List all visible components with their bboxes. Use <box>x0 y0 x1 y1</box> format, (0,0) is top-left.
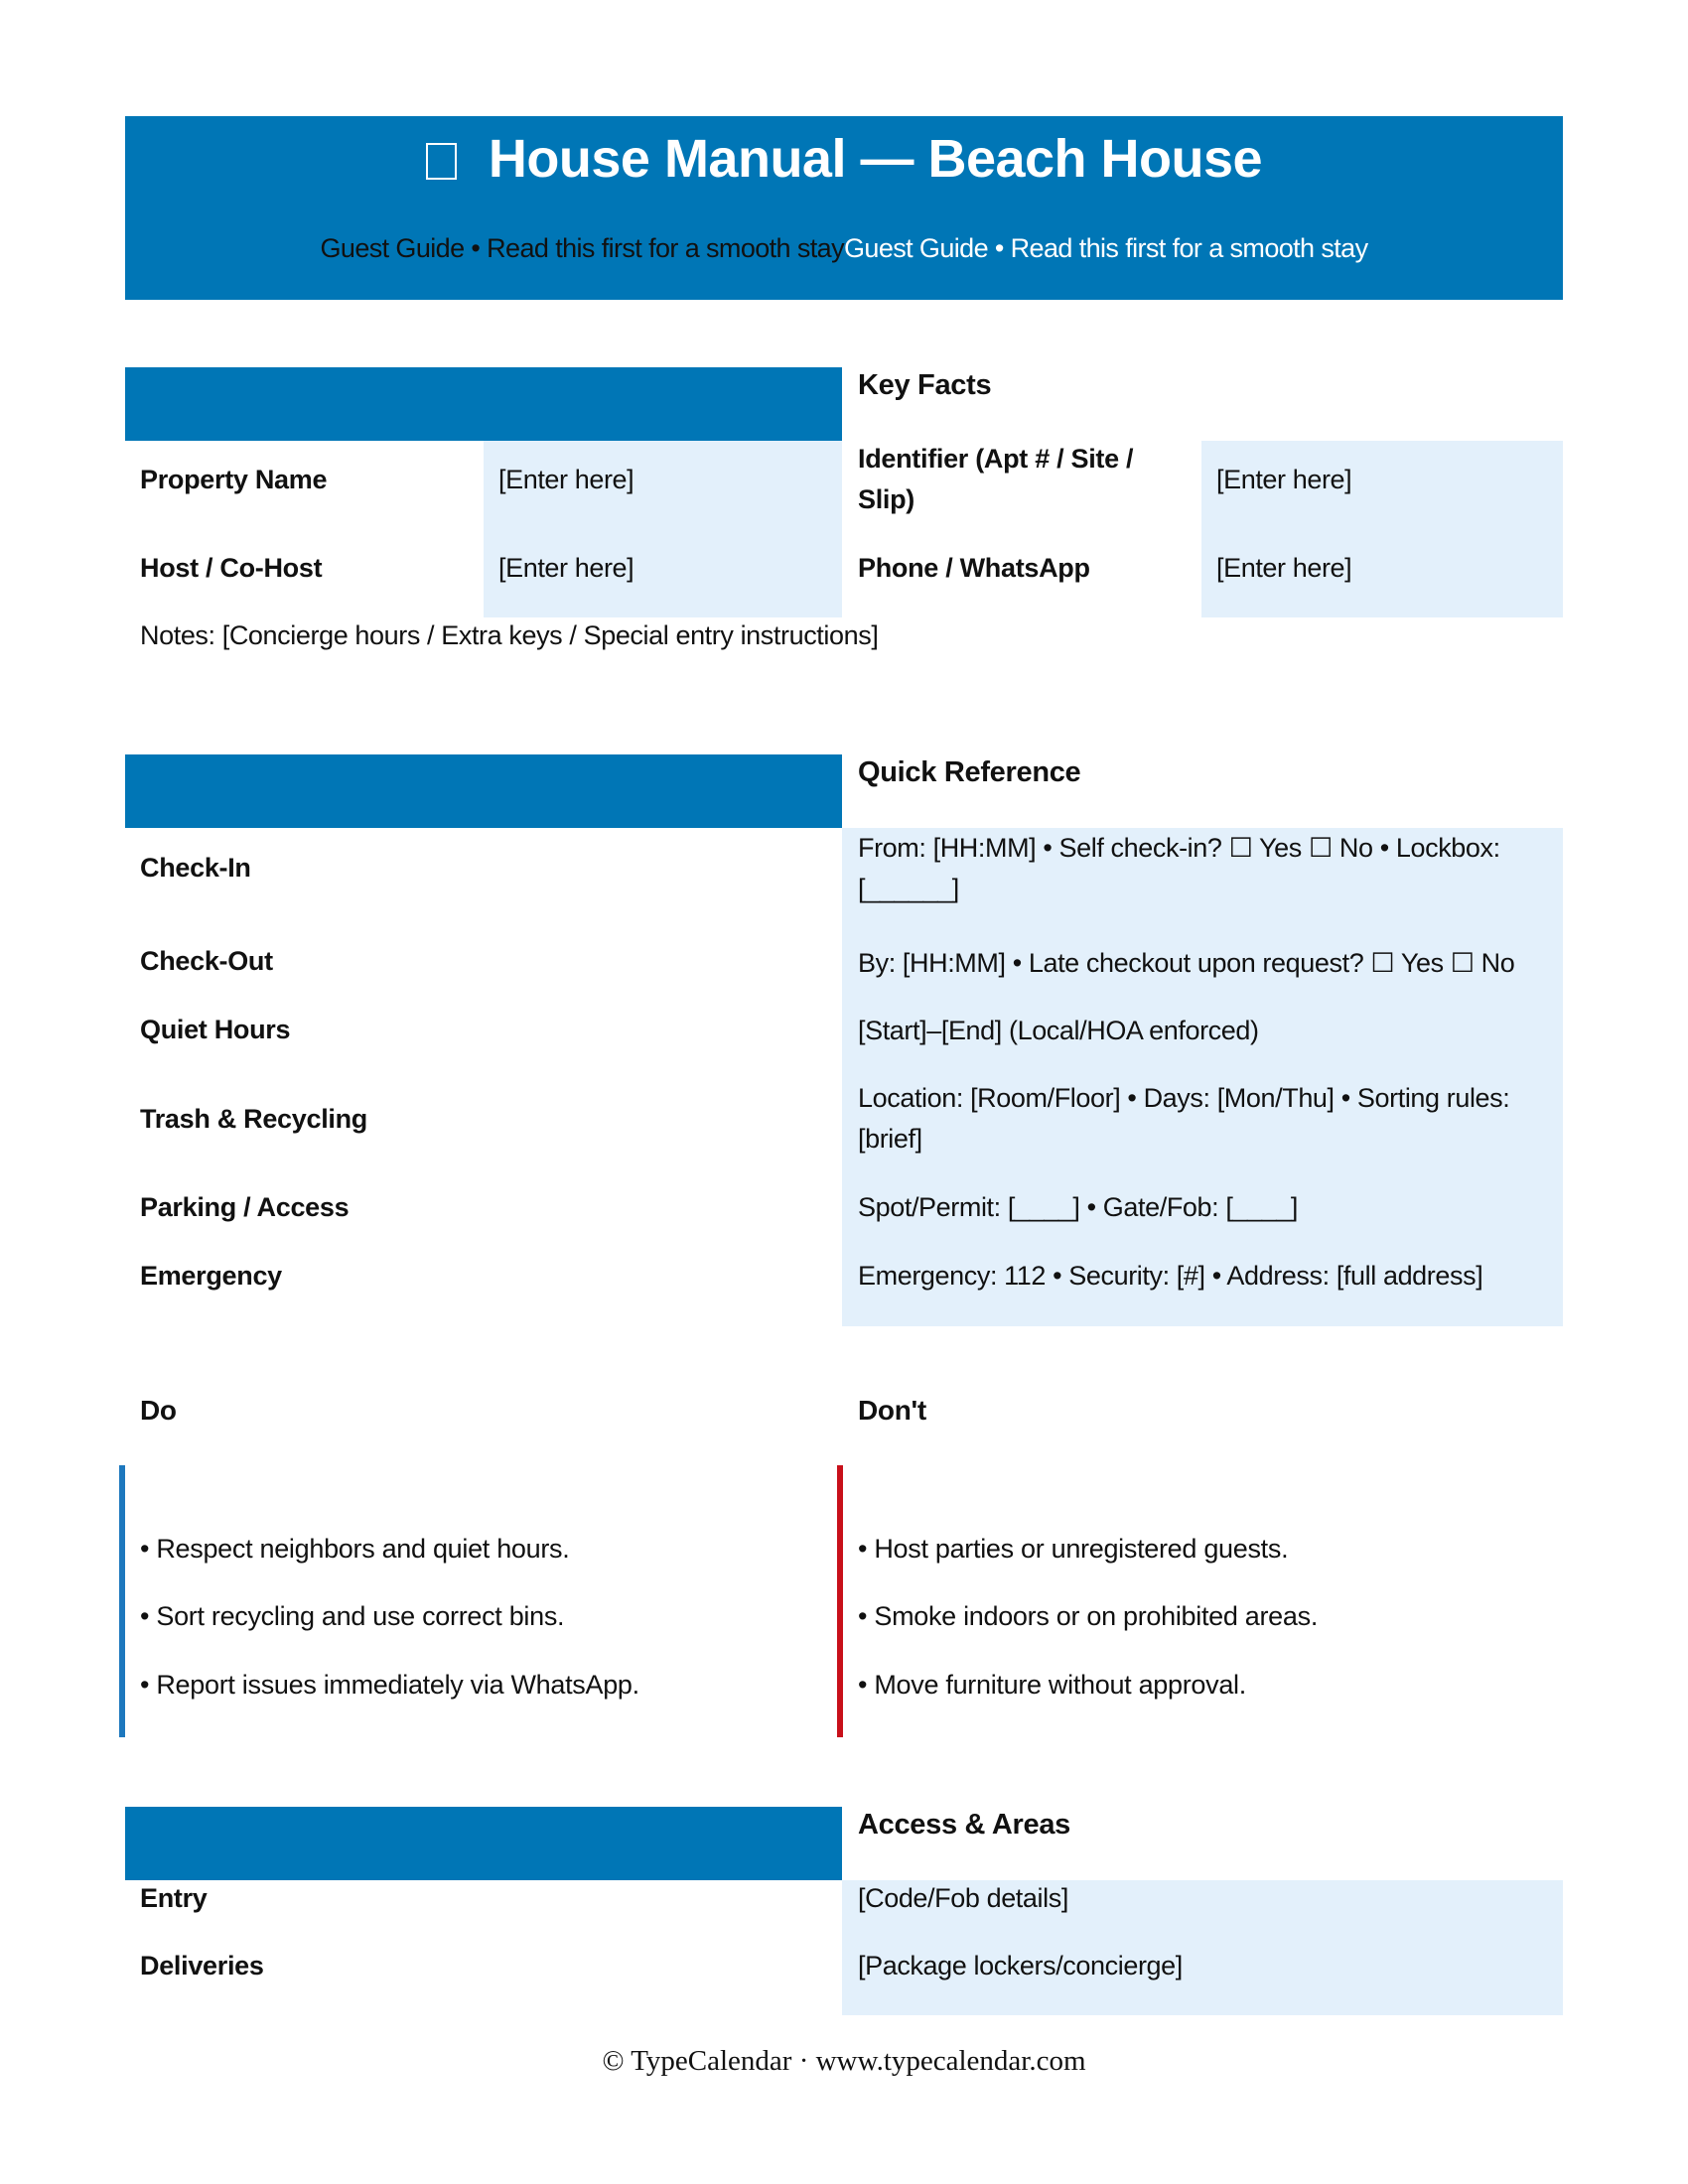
entry-value[interactable]: [Code/Fob details] <box>858 1883 1068 1913</box>
notes-text[interactable]: Notes: [Concierge hours / Extra keys / Special entry instructions] <box>140 620 879 650</box>
trash-value-line1: Location: [Room/Floor] • Days: [Mon/Thu] • Sorting rules: <box>858 1083 1510 1113</box>
host-field[interactable]: [Enter here] <box>498 553 634 583</box>
dont-item: • Host parties or unregistered guests. <box>858 1534 1289 1564</box>
emergency-value[interactable]: Emergency: 112 • Security: [#] • Address: [full address] <box>858 1261 1483 1291</box>
deliveries-label: Deliveries <box>140 1951 264 1980</box>
identifier-label-line1: Identifier (Apt # / Site / <box>858 444 1134 474</box>
page-title: House Manual — Beach House <box>488 129 1263 189</box>
missing-glyph-icon <box>426 143 457 180</box>
entry-label: Entry <box>140 1883 208 1913</box>
check-out-value[interactable]: By: [HH:MM] • Late checkout upon request? ☐ Yes ☐ No <box>858 948 1515 978</box>
check-in-value[interactable] <box>858 828 1500 909</box>
do-accent-bar <box>119 1465 125 1737</box>
dont-item: • Move furniture without approval. <box>858 1670 1246 1700</box>
property-name-field[interactable]: [Enter here] <box>498 465 634 494</box>
phone-label: Phone / WhatsApp <box>858 553 1090 583</box>
do-item: • Report issues immediately via WhatsApp. <box>140 1670 639 1700</box>
key-facts-heading: Key Facts <box>858 369 992 401</box>
footer-credit: © TypeCalendar · www.typecalendar.com <box>602 2045 1086 2077</box>
quick-reference-heading: Quick Reference <box>858 756 1081 788</box>
subtitle-light: Guest Guide • Read this first for a smooth stay <box>844 233 1368 263</box>
check-in-label: Check-In <box>140 853 251 883</box>
do-item: • Sort recycling and use correct bins. <box>140 1601 565 1631</box>
host-label: Host / Co-Host <box>140 553 323 583</box>
parking-value[interactable]: Spot/Permit: [____] • Gate/Fob: [____] <box>858 1192 1299 1222</box>
title-row <box>125 128 1563 190</box>
key-facts-bar <box>125 367 842 441</box>
parking-label: Parking / Access <box>140 1192 350 1222</box>
subtitle <box>125 233 1563 264</box>
access-bar <box>125 1807 842 1880</box>
dont-heading: Don't <box>858 1395 926 1426</box>
check-out-label: Check-Out <box>140 946 273 976</box>
trash-label: Trash & Recycling <box>140 1104 367 1134</box>
phone-field[interactable]: [Enter here] <box>1216 553 1352 583</box>
subtitle-dark: Guest Guide • Read this first for a smooth stay <box>320 233 844 263</box>
deliveries-value[interactable]: [Package lockers/concierge] <box>858 1951 1183 1980</box>
quiet-hours-value[interactable]: [Start]–[End] (Local/HOA enforced) <box>858 1016 1259 1045</box>
identifier-label <box>858 439 1133 520</box>
quick-reference-bar <box>125 754 842 828</box>
header-banner <box>125 116 1563 300</box>
identifier-field[interactable]: [Enter here] <box>1216 465 1352 494</box>
check-in-value-line2: [______] <box>858 874 959 903</box>
emergency-label: Emergency <box>140 1261 282 1291</box>
access-heading: Access & Areas <box>858 1809 1070 1841</box>
property-name-label: Property Name <box>140 465 328 494</box>
quiet-hours-label: Quiet Hours <box>140 1015 291 1044</box>
identifier-label-line2: Slip) <box>858 484 914 514</box>
dont-accent-bar <box>837 1465 843 1737</box>
check-in-value-line1: From: [HH:MM] • Self check-in? ☐ Yes ☐ No • Lockbox: <box>858 833 1500 863</box>
do-item: • Respect neighbors and quiet hours. <box>140 1534 570 1564</box>
do-heading: Do <box>140 1395 177 1426</box>
trash-value[interactable] <box>858 1078 1509 1160</box>
dont-item: • Smoke indoors or on prohibited areas. <box>858 1601 1319 1631</box>
trash-value-line2: [brief] <box>858 1124 922 1154</box>
